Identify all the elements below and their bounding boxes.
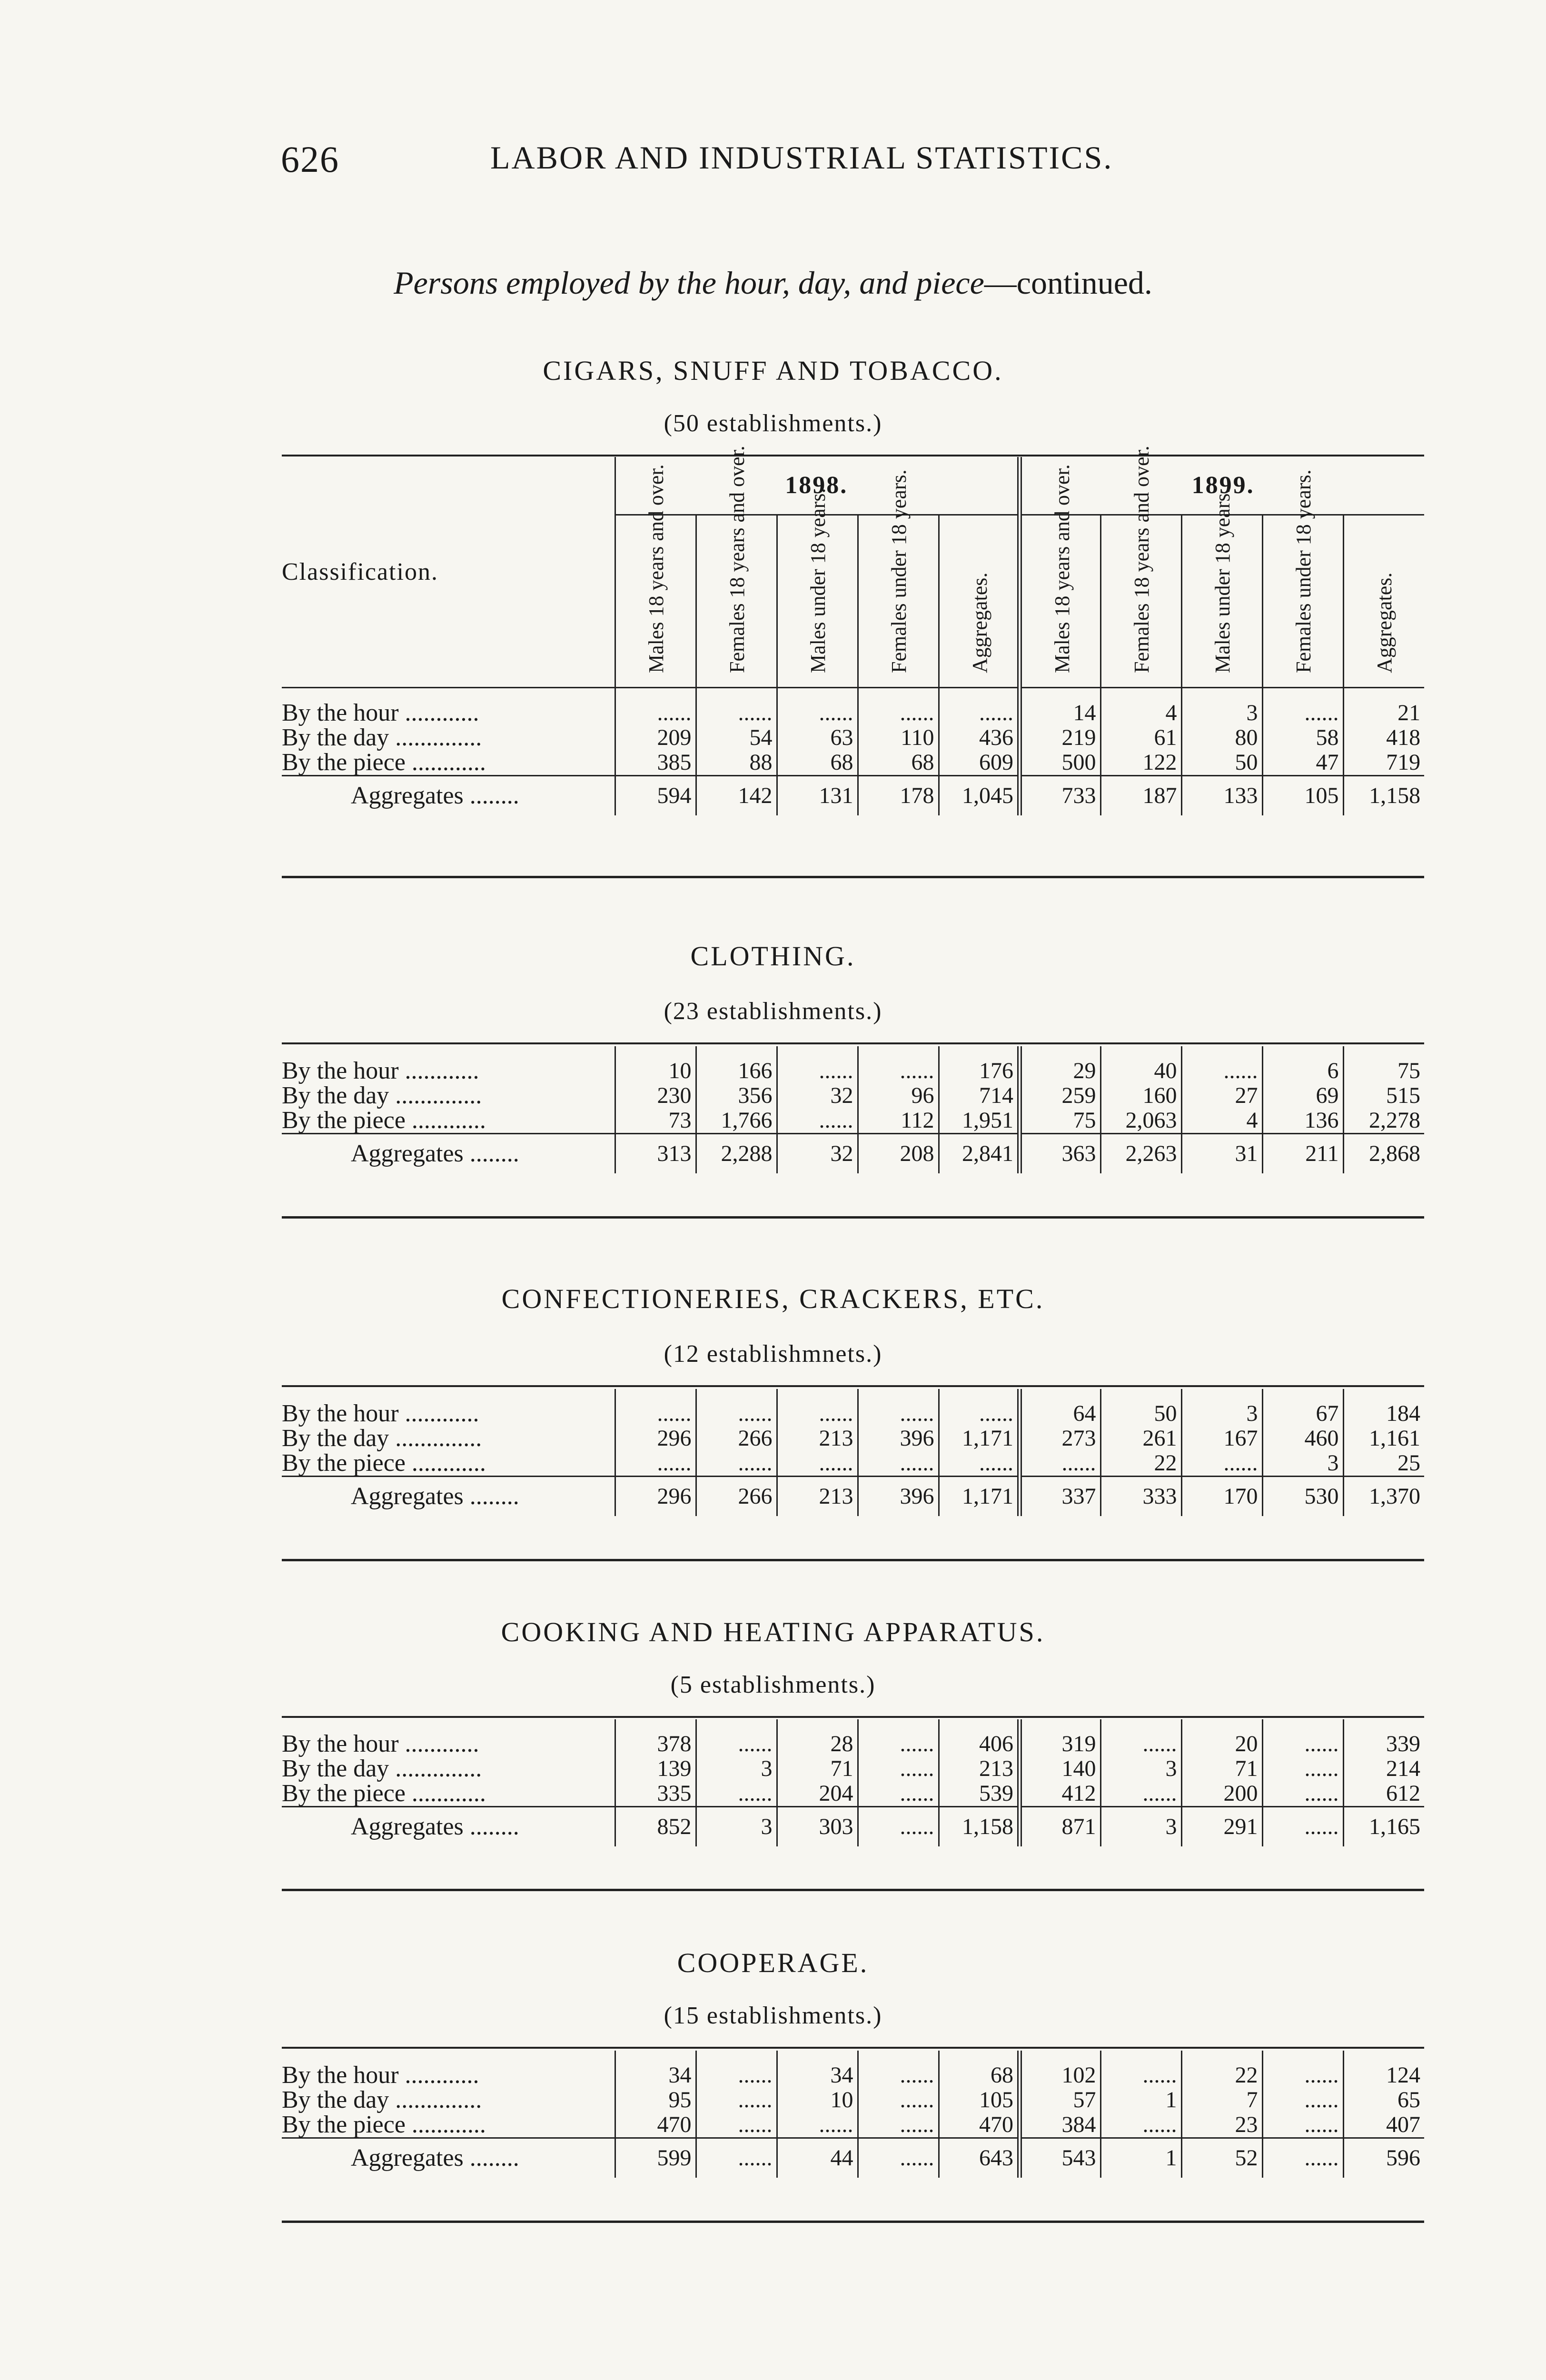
cell: 95 [615, 2088, 696, 2112]
cell: 213 [777, 1477, 858, 1517]
cell: ...... [777, 1046, 858, 1083]
cell: 1,158 [1343, 776, 1424, 816]
cell: ...... [1181, 1451, 1262, 1477]
cell: 1,165 [1343, 1807, 1424, 1847]
cell: 2,278 [1343, 1108, 1424, 1134]
cell: ...... [1262, 1756, 1343, 1781]
cell: 500 [1020, 750, 1100, 776]
cell: 167 [1181, 1426, 1262, 1451]
cell: 871 [1020, 1807, 1100, 1847]
year-header-1899: 1899. [1020, 457, 1424, 515]
section-rule [282, 2047, 1424, 2049]
cell: ...... [777, 1108, 858, 1134]
section-rule [282, 1042, 1424, 1044]
cell: 214 [1343, 1756, 1424, 1781]
col-header-aggregates-1899: Aggregates. [1343, 515, 1424, 688]
cell: 112 [858, 1108, 939, 1134]
cell: ...... [1181, 1046, 1262, 1083]
cell: ...... [777, 2112, 858, 2138]
cell: ...... [696, 1719, 777, 1756]
cell: 385 [615, 750, 696, 776]
cell: 3 [1181, 1389, 1262, 1426]
cell: 50 [1100, 1389, 1181, 1426]
cell: 4 [1181, 1108, 1262, 1134]
section-rule [282, 1385, 1424, 1387]
cell: ...... [858, 1451, 939, 1477]
cell: 34 [777, 2051, 858, 2088]
table-confectioneries [282, 1389, 1424, 1516]
cell: 733 [1020, 776, 1100, 816]
cell: 67 [1262, 1389, 1343, 1426]
cell: ...... [939, 1389, 1020, 1426]
cell: ...... [1020, 1451, 1100, 1477]
cell: ...... [1100, 1719, 1181, 1756]
aggregate-row [282, 1134, 1424, 1174]
cell: 313 [615, 1134, 696, 1174]
cell: 208 [858, 1134, 939, 1174]
table-row [282, 1046, 1424, 1083]
cell: 1,370 [1343, 1477, 1424, 1517]
cell: 29 [1020, 1046, 1100, 1083]
row-label: Aggregates ........ [282, 776, 615, 816]
cell: ...... [696, 2088, 777, 2112]
cell: ...... [939, 688, 1020, 726]
cell: ...... [777, 1389, 858, 1426]
row-label: By the piece ............ [282, 1449, 486, 1477]
table-row [282, 1756, 1424, 1781]
cell: 219 [1020, 725, 1100, 750]
col-header-females-under-18-1899: Females under 18 years. [1262, 515, 1343, 688]
cell: 436 [939, 725, 1020, 750]
cell: 96 [858, 1083, 939, 1108]
cell: 58 [1262, 725, 1343, 750]
cell: 4 [1100, 688, 1181, 726]
section-establishments-confectioneries: (12 establishmnets.) [664, 1340, 882, 1368]
cell: ...... [1262, 2051, 1343, 2088]
cell: 599 [615, 2138, 696, 2178]
cell: ...... [696, 2051, 777, 2088]
cell: 1,951 [939, 1108, 1020, 1134]
cell: 10 [777, 2088, 858, 2112]
cell: 2,063 [1100, 1108, 1181, 1134]
cell: 396 [858, 1426, 939, 1451]
subtitle-continued: —continued. [984, 265, 1152, 301]
section-rule [282, 1216, 1424, 1219]
table-row [282, 1451, 1424, 1477]
cell: 88 [696, 750, 777, 776]
cell: 63 [777, 725, 858, 750]
cell: 259 [1020, 1083, 1100, 1108]
table-row [282, 1781, 1424, 1807]
cell: 131 [777, 776, 858, 816]
subtitle-italic: Persons employed by the hour, day, and piece [394, 265, 984, 301]
cell: 319 [1020, 1719, 1100, 1756]
row-label: By the hour ............ [282, 1057, 479, 1084]
cell: ...... [939, 1451, 1020, 1477]
cell: 32 [777, 1083, 858, 1108]
cell: 543 [1020, 2138, 1100, 2178]
cell: 612 [1343, 1781, 1424, 1807]
cell: 71 [1181, 1756, 1262, 1781]
cell: 213 [777, 1426, 858, 1451]
cell: 204 [777, 1781, 858, 1807]
cell: 122 [1100, 750, 1181, 776]
cell: ...... [858, 1719, 939, 1756]
cell: ...... [858, 2112, 939, 2138]
cell: 539 [939, 1781, 1020, 1807]
cell: 333 [1100, 1477, 1181, 1517]
row-label: By the hour ............ [282, 1400, 479, 1427]
col-header-aggregates-1898: Aggregates. [939, 515, 1020, 688]
cell: 178 [858, 776, 939, 816]
cell: ...... [1262, 2088, 1343, 2112]
cell: ...... [615, 1451, 696, 1477]
section-rule [282, 455, 1424, 456]
cell: 719 [1343, 750, 1424, 776]
cell: 21 [1343, 688, 1424, 726]
section-establishments-cigars: (50 establishments.) [664, 410, 882, 437]
cell: 296 [615, 1477, 696, 1517]
cell: ...... [858, 2051, 939, 2088]
cell: ...... [1262, 1781, 1343, 1807]
cell: ...... [1262, 2112, 1343, 2138]
cell: ...... [858, 1756, 939, 1781]
cell: 213 [939, 1756, 1020, 1781]
cell: 3 [696, 1756, 777, 1781]
cell: ...... [1262, 1807, 1343, 1847]
cell: 69 [1262, 1083, 1343, 1108]
section-title-confectioneries: CONFECTIONERIES, CRACKERS, ETC. [501, 1283, 1045, 1314]
section-title-cooperage: COOPERAGE. [677, 1947, 869, 1978]
cell: 23 [1181, 2112, 1262, 2138]
cell: 273 [1020, 1426, 1100, 1451]
cell: 643 [939, 2138, 1020, 2178]
cell: ...... [858, 1046, 939, 1083]
cell: 3 [1181, 688, 1262, 726]
cell: 47 [1262, 750, 1343, 776]
cell: ...... [858, 1807, 939, 1847]
cell: 73 [615, 1108, 696, 1134]
col-header-males-under-18-1899: Males under 18 years. [1181, 515, 1262, 688]
col-header-males-under-18-1898: Males under 18 years. [777, 515, 858, 688]
cell: 396 [858, 1477, 939, 1517]
row-label: By the piece ............ [282, 749, 486, 776]
cell: 2,288 [696, 1134, 777, 1174]
row-label: By the day .............. [282, 1082, 482, 1109]
cell: ...... [615, 688, 696, 726]
cell: 3 [1100, 1756, 1181, 1781]
row-label: By the piece ............ [282, 1107, 486, 1134]
cell: 515 [1343, 1083, 1424, 1108]
cell: 470 [939, 2112, 1020, 2138]
cell: 303 [777, 1807, 858, 1847]
cell: 68 [777, 750, 858, 776]
cell: 2,841 [939, 1134, 1020, 1174]
cell: 714 [939, 1083, 1020, 1108]
cell: 31 [1181, 1134, 1262, 1174]
cell: 14 [1020, 688, 1100, 726]
running-title: LABOR AND INDUSTRIAL STATISTICS. [490, 139, 1113, 176]
cell: ...... [858, 2138, 939, 2178]
section-title-clothing: CLOTHING. [690, 941, 856, 972]
cell: ...... [696, 1451, 777, 1477]
table-row [282, 750, 1424, 776]
cell: 1 [1100, 2138, 1181, 2178]
cell: 166 [696, 1046, 777, 1083]
cell: 140 [1020, 1756, 1100, 1781]
table-row [282, 1719, 1424, 1756]
cell: 20 [1181, 1719, 1262, 1756]
table-cooperage [282, 2051, 1424, 2178]
section-rule [282, 1559, 1424, 1561]
aggregate-row [282, 1477, 1424, 1517]
cell: 406 [939, 1719, 1020, 1756]
cell: 57 [1020, 2088, 1100, 2112]
cell: 136 [1262, 1108, 1343, 1134]
cell: ...... [1100, 1781, 1181, 1807]
col-header-males-18-over-1899: Males 18 years and over. [1020, 515, 1100, 688]
cell: 133 [1181, 776, 1262, 816]
cell: 142 [696, 776, 777, 816]
cell: 1,158 [939, 1807, 1020, 1847]
cell: ...... [1100, 2112, 1181, 2138]
section-rule [282, 2221, 1424, 2223]
cell: 105 [939, 2088, 1020, 2112]
cell: ...... [1100, 2051, 1181, 2088]
cell: ...... [1262, 688, 1343, 726]
cell: 363 [1020, 1134, 1100, 1174]
cell: 1,766 [696, 1108, 777, 1134]
cell: 44 [777, 2138, 858, 2178]
year-header-1898: 1898. [615, 457, 1020, 515]
cell: 209 [615, 725, 696, 750]
cell: 412 [1020, 1781, 1100, 1807]
cell: 261 [1100, 1426, 1181, 1451]
cell: 1,161 [1343, 1426, 1424, 1451]
cell: 3 [1100, 1807, 1181, 1847]
table-row [282, 1083, 1424, 1108]
cell: 10 [615, 1046, 696, 1083]
row-label: Aggregates ........ [282, 1134, 615, 1174]
cell: 470 [615, 2112, 696, 2138]
cell: 2,868 [1343, 1134, 1424, 1174]
cell: 22 [1100, 1451, 1181, 1477]
cell: 6 [1262, 1046, 1343, 1083]
row-label: Aggregates ........ [282, 2138, 615, 2178]
cell: 160 [1100, 1083, 1181, 1108]
table-row [282, 1108, 1424, 1134]
cell: 1,171 [939, 1477, 1020, 1517]
row-label: By the day .............. [282, 724, 482, 751]
col-header-females-18-over-1899: Females 18 years and over. [1100, 515, 1181, 688]
cell: 52 [1181, 2138, 1262, 2178]
cell: 596 [1343, 2138, 1424, 2178]
table-row [282, 2088, 1424, 2112]
table-subtitle [0, 264, 1546, 302]
cell: 407 [1343, 2112, 1424, 2138]
cell: ...... [858, 2088, 939, 2112]
table-row [282, 1389, 1424, 1426]
row-label: By the hour ............ [282, 699, 479, 726]
cell: 102 [1020, 2051, 1100, 2088]
cell: 230 [615, 1083, 696, 1108]
row-label: By the day .............. [282, 2086, 482, 2113]
cell: 54 [696, 725, 777, 750]
cell: 266 [696, 1477, 777, 1517]
cell: 105 [1262, 776, 1343, 816]
cell: 1 [1100, 2088, 1181, 2112]
row-label: Aggregates ........ [282, 1807, 615, 1847]
row-label: By the day .............. [282, 1425, 482, 1452]
row-label: Aggregates ........ [282, 1477, 615, 1517]
cell: 7 [1181, 2088, 1262, 2112]
cell: 3 [696, 1807, 777, 1847]
cell: 211 [1262, 1134, 1343, 1174]
cell: 187 [1100, 776, 1181, 816]
col-header-females-under-18-1898: Females under 18 years. [858, 515, 939, 688]
cell: 65 [1343, 2088, 1424, 2112]
cell: 266 [696, 1426, 777, 1451]
cell: ...... [696, 2112, 777, 2138]
cell: ...... [696, 2138, 777, 2178]
cell: 40 [1100, 1046, 1181, 1083]
cell: ...... [1262, 1719, 1343, 1756]
cell: 418 [1343, 725, 1424, 750]
cell: 1,045 [939, 776, 1020, 816]
section-title-cigars: CIGARS, SNUFF AND TOBACCO. [543, 355, 1003, 386]
section-establishments-clothing: (23 establishments.) [664, 998, 882, 1025]
cell: 139 [615, 1756, 696, 1781]
cell: 64 [1020, 1389, 1100, 1426]
cell: 609 [939, 750, 1020, 776]
cell: 50 [1181, 750, 1262, 776]
table-clothing [282, 1046, 1424, 1173]
cell: ...... [615, 1389, 696, 1426]
cell: 68 [939, 2051, 1020, 2088]
cell: 296 [615, 1426, 696, 1451]
page-header [281, 138, 1423, 190]
section-rule [282, 1889, 1424, 1891]
cell: 80 [1181, 725, 1262, 750]
table-row [282, 1426, 1424, 1451]
cell: 356 [696, 1083, 777, 1108]
section-rule [282, 1716, 1424, 1718]
cell: 2,263 [1100, 1134, 1181, 1174]
cell: 339 [1343, 1719, 1424, 1756]
row-label: By the day .............. [282, 1755, 482, 1782]
table-row [282, 688, 1424, 726]
cell: 124 [1343, 2051, 1424, 2088]
table-row [282, 2051, 1424, 2088]
aggregate-row [282, 776, 1424, 816]
cell: 34 [615, 2051, 696, 2088]
table-cooking-heating [282, 1719, 1424, 1846]
col-header-males-18-over-1898: Males 18 years and over. [615, 515, 696, 688]
cell: 200 [1181, 1781, 1262, 1807]
cell: 594 [615, 776, 696, 816]
cell: 378 [615, 1719, 696, 1756]
cell: 32 [777, 1134, 858, 1174]
aggregate-row [282, 2138, 1424, 2178]
cell: ...... [858, 1389, 939, 1426]
section-title-cooking-heating: COOKING AND HEATING APPARATUS. [501, 1616, 1045, 1647]
row-label: By the piece ............ [282, 2111, 486, 2138]
cell: ...... [696, 1781, 777, 1807]
cell: ...... [858, 1781, 939, 1807]
cell: 3 [1262, 1451, 1343, 1477]
cell: 1,171 [939, 1426, 1020, 1451]
section-establishments-cooperage: (15 establishments.) [664, 2002, 882, 2029]
cell: 530 [1262, 1477, 1343, 1517]
cell: 460 [1262, 1426, 1343, 1451]
cell: 22 [1181, 2051, 1262, 2088]
cell: 75 [1020, 1108, 1100, 1134]
cell: 61 [1100, 725, 1181, 750]
section-establishments-cooking-heating: (5 establishments.) [670, 1671, 876, 1698]
cell: 384 [1020, 2112, 1100, 2138]
col-header-females-18-over-1898: Females 18 years and over. [696, 515, 777, 688]
table-row [282, 2112, 1424, 2138]
row-label: By the piece ............ [282, 1780, 486, 1807]
cell: 291 [1181, 1807, 1262, 1847]
cell: 176 [939, 1046, 1020, 1083]
cell: ...... [696, 688, 777, 726]
cell: ...... [1262, 2138, 1343, 2178]
cell: ...... [858, 688, 939, 726]
cell: 337 [1020, 1477, 1100, 1517]
cell: 27 [1181, 1083, 1262, 1108]
cell: 25 [1343, 1451, 1424, 1477]
aggregate-row [282, 1807, 1424, 1847]
cell: 184 [1343, 1389, 1424, 1426]
table-cigars [282, 446, 1424, 815]
classification-header: Classification. [282, 457, 615, 688]
row-label: By the hour ............ [282, 2062, 479, 2089]
row-label: By the hour ............ [282, 1730, 479, 1757]
cell: 28 [777, 1719, 858, 1756]
cell: ...... [777, 1451, 858, 1477]
section-rule [282, 876, 1424, 878]
table-row [282, 725, 1424, 750]
cell: ...... [696, 1389, 777, 1426]
cell: 110 [858, 725, 939, 750]
cell: 852 [615, 1807, 696, 1847]
cell: 170 [1181, 1477, 1262, 1517]
cell: 71 [777, 1756, 858, 1781]
cell: 335 [615, 1781, 696, 1807]
cell: ...... [777, 688, 858, 726]
cell: 75 [1343, 1046, 1424, 1083]
cell: 68 [858, 750, 939, 776]
page-number: 626 [281, 139, 339, 180]
